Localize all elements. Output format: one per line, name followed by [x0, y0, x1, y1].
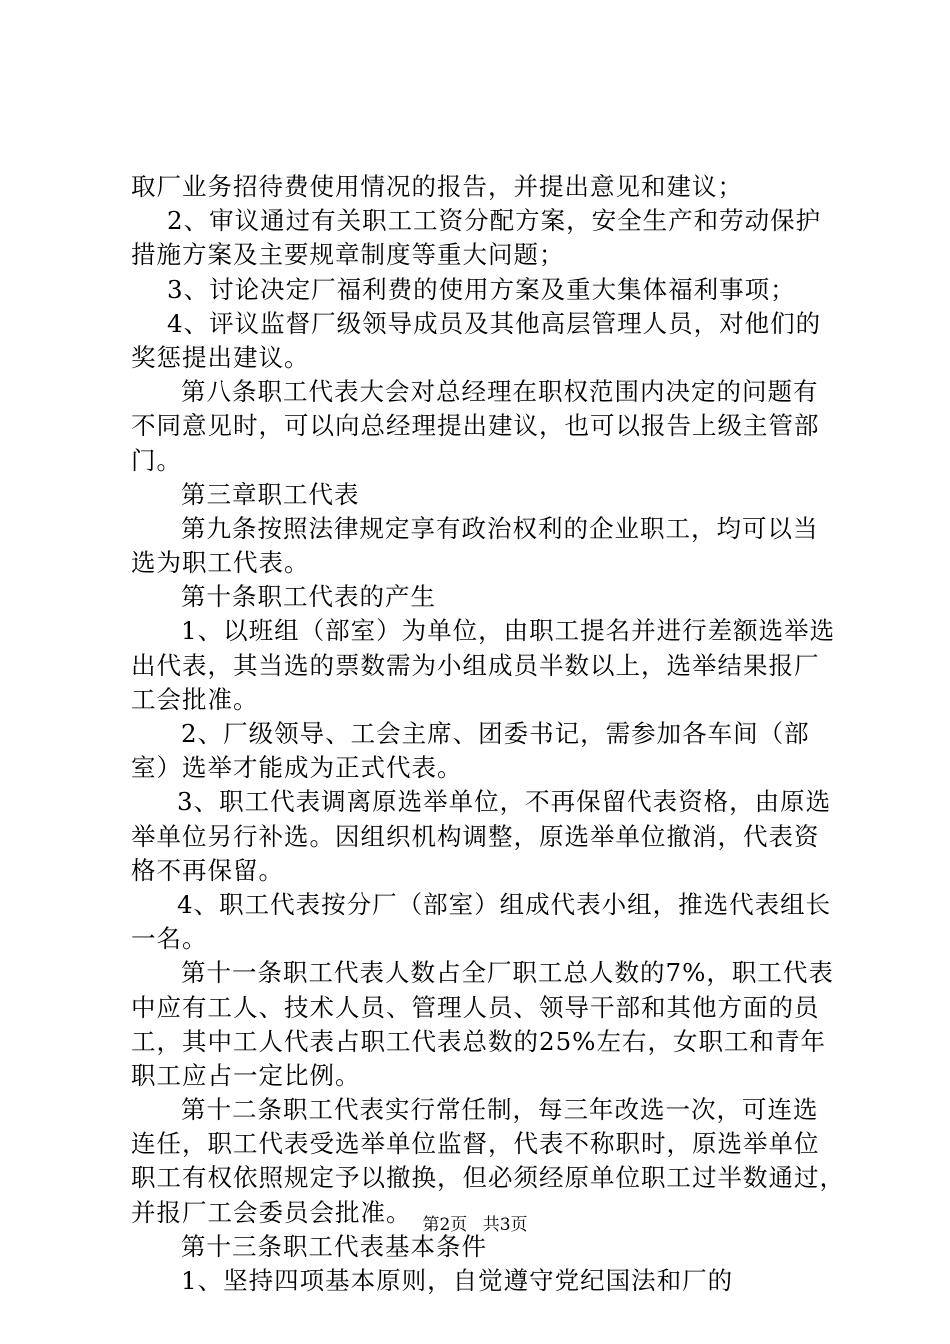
- text-line: 1、以班组（部室）为单位，由职工提名并进行差额选举选: [181, 616, 836, 646]
- text-line: 出代表，其当选的票数需为小组成员半数以上，选举结果报厂: [131, 650, 820, 680]
- text-line: 职工有权依照规定予以撤换，但必须经原单位职工过半数通过，: [131, 1163, 845, 1193]
- text-line: 格不再保留。: [131, 855, 284, 885]
- text-line: 工会批准。: [131, 684, 259, 714]
- text-line: 第十三条职工代表基本条件: [181, 1231, 487, 1261]
- text-line: 并报厂工会委员会批准。: [131, 1197, 412, 1227]
- text-line: 门。: [131, 445, 182, 475]
- text-line: 举单位另行补选。因组织机构调整，原选举单位撤消，代表资: [131, 821, 820, 851]
- page-number: 第2页: [422, 1215, 468, 1235]
- text-line: 第九条按照法律规定享有政治权利的企业职工，均可以当: [181, 513, 819, 543]
- text-line: 第八条职工代表大会对总经理在职权范围内决定的问题有: [181, 377, 819, 407]
- text-line: 4、职工代表按分厂（部室）组成代表小组，推选代表组长: [177, 889, 832, 919]
- text-line: 2、厂级领导、工会主席、团委书记，需参加各车间（部: [181, 719, 810, 748]
- text-line: 1、坚持四项基本原则，自觉遵守党纪国法和厂的: [181, 1266, 734, 1295]
- text-line: 中应有工人、技术人员、管理人员、领导干部和其他方面的员: [131, 992, 820, 1022]
- text-line: 连任，职工代表受选举单位监督，代表不称职时，原选举单位: [131, 1129, 820, 1159]
- text-line: 工，其中工人代表占职工代表总数的25%左右，女职工和青年: [131, 1026, 826, 1056]
- text-line: 室）选举才能成为正式代表。: [131, 753, 463, 783]
- page-total: 共3页: [482, 1215, 528, 1235]
- text-line: 3、讨论决定厂福利费的使用方案及重大集体福利事项；: [167, 274, 796, 304]
- text-line: 第十二条职工代表实行常任制，每三年改选一次，可连选: [181, 1095, 819, 1125]
- text-line: 选为职工代表。: [131, 548, 310, 578]
- text-line: 奖惩提出建议。: [131, 342, 310, 372]
- text-line: 2、审议通过有关职工工资分配方案，安全生产和劳动保护: [167, 206, 822, 236]
- text-line: 第十条职工代表的产生: [181, 582, 436, 612]
- page-footer: [0, 1214, 950, 1236]
- text-line: 4、评议监督厂级领导成员及其他高层管理人员，对他们的: [167, 308, 822, 338]
- text-line: 不同意见时，可以向总经理提出建议，也可以报告上级主管部: [131, 411, 820, 441]
- text-line: 措施方案及主要规章制度等重大问题；: [131, 240, 565, 270]
- text-line: 第三章职工代表: [181, 479, 360, 509]
- text-line: 取厂业务招待费使用情况的报告，并提出意见和建议；: [131, 172, 743, 201]
- text-line: 职工应占一定比例。: [131, 1060, 361, 1090]
- text-line: 第十一条职工代表人数占全厂职工总人数的7%，职工代表: [181, 958, 834, 988]
- text-line: 一名。: [131, 924, 208, 954]
- document-body: [131, 170, 845, 1298]
- text-line: 3、职工代表调离原选举单位，不再保留代表资格，由原选: [177, 787, 832, 817]
